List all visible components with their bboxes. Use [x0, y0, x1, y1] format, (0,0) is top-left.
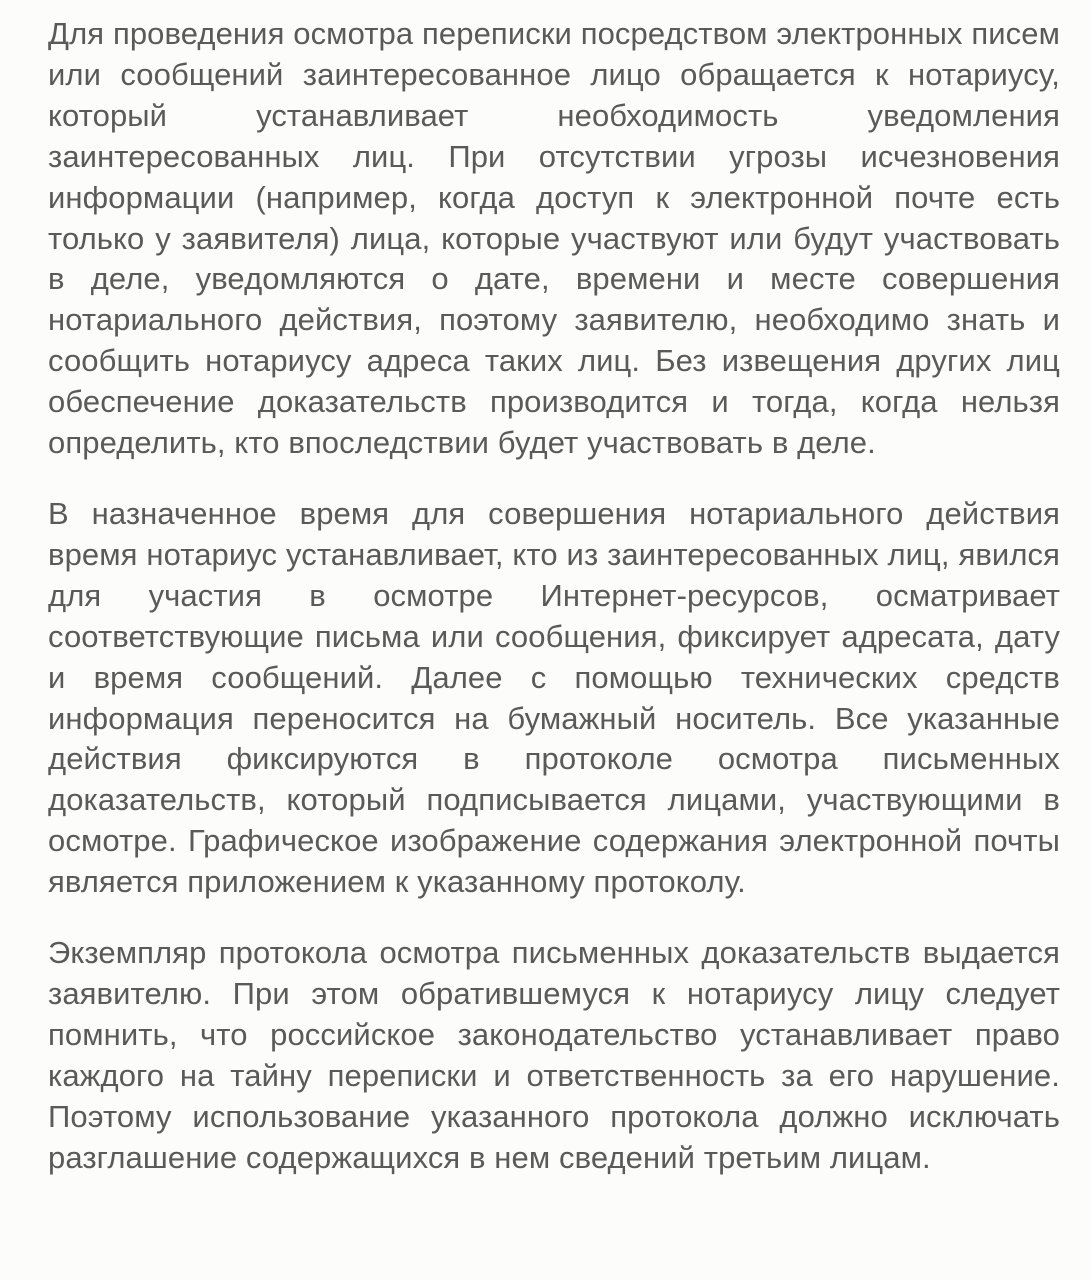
document-body [48, 14, 1060, 1178]
paragraph-3: Экземпляр протокола осмотра письменных доказательств выдается заявителю. При этом обратившемуся к нотариусу лицу следует помнить, что российское законодательство устанавливает право каждого на тайну переписки и ответственность за его нарушение. Поэтому использование указанного протокола должно исключать разглашение содержащихся в нем сведений третьим лицам. [48, 935, 1060, 1175]
paragraph-2: В назначенное время для совершения нотариального действия время нотариус устанавливает, кто из заинтересованных лиц, явился для участия в осмотре Интернет-ресурсов, осматривает соответствующие письма или сообщения, фиксирует адресата, дату и время сообщений. Далее с помощью технических средств информация переносится на бумажный носитель. Все указанные действия фиксируются в протоколе осмотра письменных доказательств, который подписывается лицами, участвующими в осмотре. Графическое изображение содержания электронной почты является приложением к указанному протоколу. [48, 495, 1060, 900]
paragraph-1: Для проведения осмотра переписки посредством электронных писем или сообщений заинтересованное лицо обращается к нотариусу, который устанавливает необходимость уведомления заинтересованных лиц. При отсутствии угрозы исчезновения информации (например, когда доступ к электронной почте есть только у заявителя) лица, которые участвуют или будут участвовать в деле, уведомляются о дате, времени и месте совершения нотариального действия, поэтому заявителю, необходимо знать и сообщить нотариусу адреса таких лиц. Без извещения других лиц обеспечение доказательств производится и тогда, когда нельзя определить, кто впоследствии будет участвовать в деле. [48, 16, 1060, 461]
